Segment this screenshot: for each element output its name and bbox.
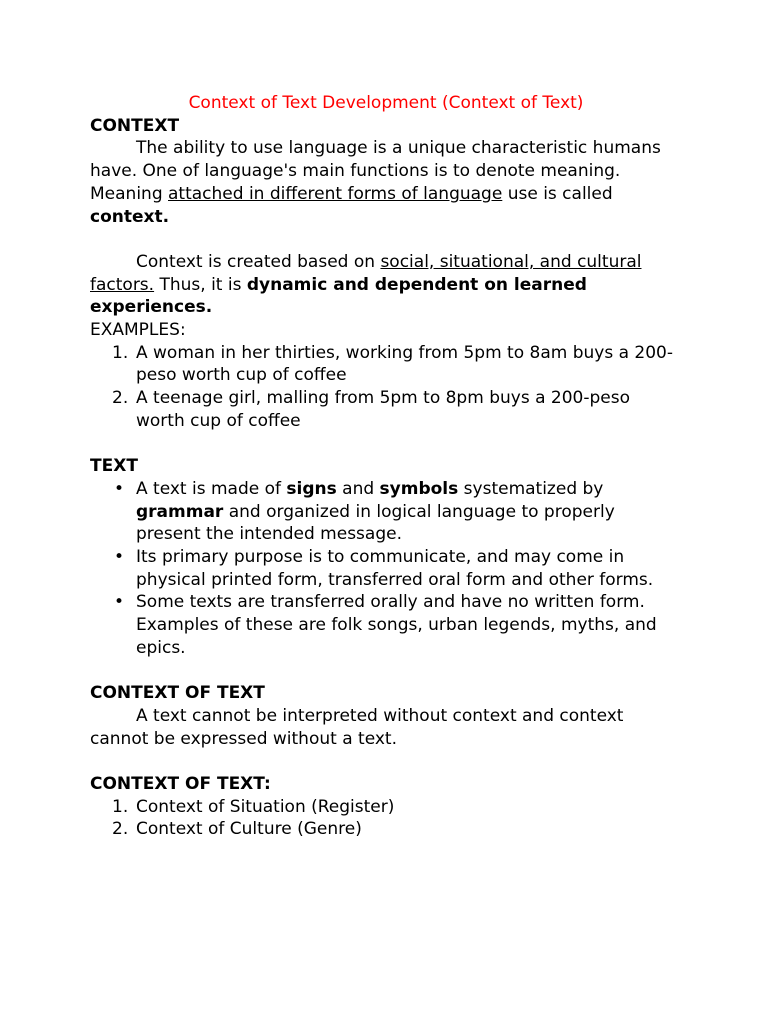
list-item <box>90 387 680 432</box>
blank-line <box>90 750 680 773</box>
context-paragraph-2 <box>90 251 680 319</box>
context-p2-text-b: Thus, it is <box>154 274 247 295</box>
list-item-text: A teenage girl, malling from 5pm to 8pm buys a 200-peso worth cup of coffee <box>136 388 630 431</box>
context-of-text-heading: CONTEXT OF TEXT <box>90 683 265 704</box>
list-item <box>90 591 680 659</box>
list-number: 1. <box>112 796 129 817</box>
bold-term-grammar: grammar <box>136 501 224 522</box>
list-item-text: Context of Culture (Genre) <box>136 819 362 840</box>
context-p2-underlined: social, situational, and cultural factors. <box>90 251 642 295</box>
bullet-text: systematized by <box>458 478 604 499</box>
list-number: 2. <box>112 388 129 409</box>
context-of-text-list-heading: CONTEXT OF TEXT: <box>90 774 271 795</box>
bullet-text: Some texts are transferred orally and have no written form. Examples of these are folk songs, urban legends, myths, and epics. <box>136 592 657 658</box>
context-p2-bold: dynamic and dependent on learned experiences. <box>90 274 587 318</box>
bold-term-symbols: symbols <box>379 478 459 499</box>
bullet-text: A text is made of <box>136 478 287 499</box>
list-number: 1. <box>112 342 129 363</box>
context-of-text-paragraph: A text cannot be interpreted without context and context cannot be expressed without a text. <box>90 705 624 749</box>
list-item <box>90 546 680 591</box>
context-p1-underlined: attached in different forms of language <box>168 183 503 204</box>
bold-term-signs: signs <box>286 478 337 499</box>
list-item-text: A woman in her thirties, working from 5pm to 8am buys a 200-peso worth cup of coffee <box>136 342 674 386</box>
list-item-text: Context of Situation (Register) <box>136 796 395 817</box>
bullet-text: Its primary purpose is to communicate, and may come in physical printed form, transferred oral form and other forms. <box>136 547 654 590</box>
text-bullet-list <box>90 478 680 660</box>
context-of-text-list <box>90 796 680 841</box>
examples-list <box>90 342 680 433</box>
blank-line <box>90 228 680 251</box>
text-heading: TEXT <box>90 456 138 477</box>
blank-line <box>90 433 680 456</box>
bullet-icon: • <box>114 547 125 568</box>
bullet-icon: • <box>114 478 125 499</box>
list-item <box>90 796 680 819</box>
context-heading: CONTEXT <box>90 115 180 136</box>
examples-label: EXAMPLES: <box>90 320 186 341</box>
list-number: 2. <box>112 819 129 840</box>
context-p2-text-a: Context is created based on <box>136 251 381 272</box>
document-title: Context of Text Development (Context of Text) <box>188 93 584 113</box>
list-item <box>90 342 680 387</box>
bullet-icon: • <box>114 592 125 613</box>
bullet-text: and organized in logical language to properly present the intended message. <box>136 501 615 545</box>
list-item <box>90 478 680 546</box>
context-paragraph-1 <box>90 137 680 228</box>
context-p1-bold: context. <box>90 206 170 227</box>
bullet-text: and <box>336 478 380 499</box>
context-p1-text-a: The ability to use language is a unique characteristic humans have. One of language's main functions is to denote meaning. Meaning <box>90 138 661 204</box>
blank-line <box>90 660 680 683</box>
list-item <box>90 818 680 841</box>
context-p1-text-b: use is called <box>502 183 613 204</box>
